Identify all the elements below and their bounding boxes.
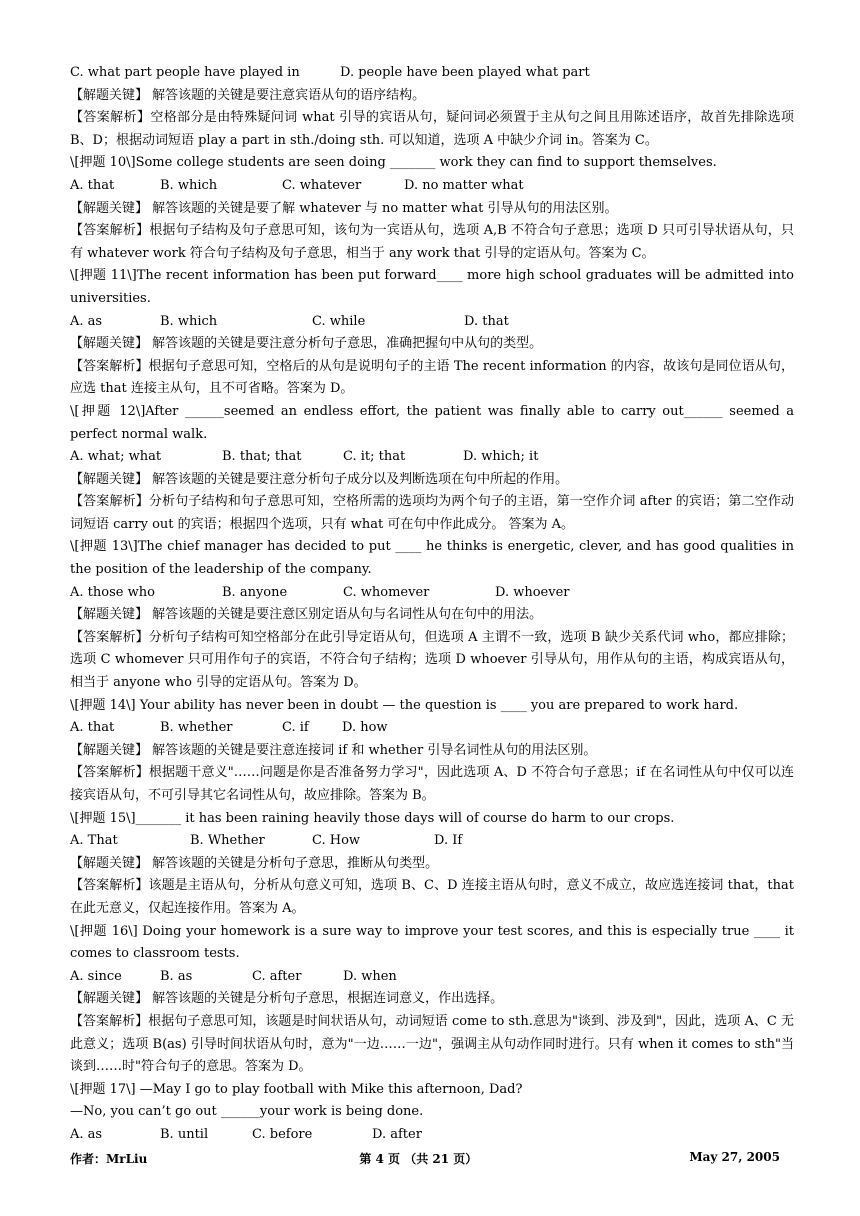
- paragraph: \[押题 11\]The recent information has been put forward____ more high school graduates will be admitted into universities.: [70, 268, 794, 306]
- answer-option: B. anyone: [222, 584, 288, 600]
- answer-option: D. If: [434, 833, 463, 849]
- answer-option: C. before: [252, 1126, 313, 1142]
- answer-option: C. it; that: [343, 449, 406, 465]
- answer-option: D. after: [372, 1126, 422, 1142]
- answer-option: A. since: [70, 968, 122, 984]
- answer-option: D. when: [343, 968, 397, 984]
- document-body: [70, 62, 794, 1147]
- answer-option: B. whether: [160, 720, 233, 736]
- answer-option: B. which: [160, 177, 218, 193]
- footer-date: May 27, 2005: [689, 1150, 780, 1164]
- paragraph: \[押题 13\]The chief manager has decided to put ____ he thinks is energetic, clever, and has good qualities in the position of the leadership of the company.: [70, 539, 794, 578]
- text-line: —No, you can’t go out ______your work is being done.: [70, 1104, 424, 1120]
- answer-options: [70, 582, 794, 605]
- answer-option: C. while: [312, 313, 366, 329]
- text-line: 【解题关键】 解答该题的关键是分析句子意思，根据连词意义，作出选择。: [70, 991, 504, 1007]
- answer-option: D. which; it: [463, 449, 539, 465]
- answer-option: D. whoever: [495, 584, 570, 600]
- paragraph: 【答案解析】根据句子结构及句子意思可知，该句为一宾语从句，选项 A,B 不符合句子意思；选项 D 只可引导状语从句，只有 whatever work 符合句子结构及句子意思，相当于 any work that 引导的定语从句。答案为 C。: [70, 223, 794, 261]
- answer-option: C. How: [312, 833, 361, 849]
- paragraph: 【答案解析】根据题干意义"……问题是你是否准备努力学习"，因此选项 A、D 不符合句子意思；if 在名词性从句中仅可以连接宾语从句，不可引导其它名词性从句，故应排除。答案为 B。: [70, 765, 794, 803]
- text-line: \[押题 10\]Some college students are seen doing _______ work they can find to support themselves.: [70, 155, 717, 171]
- answer-option: C. whomever: [343, 584, 430, 600]
- text-line: 【解题关键】 解答该题的关键是要注意连接词 if 和 whether 引导名词性从句的用法区别。: [70, 742, 597, 758]
- text-line: 【解题关键】 解答该题的关键是要了解 whatever 与 no matter what 引导从句的用法区别。: [70, 200, 618, 216]
- answer-option: D. no matter what: [404, 177, 524, 193]
- paragraph: 【答案解析】分析句子结构可知空格部分在此引导定语从句，但选项 A 主谓不一致，选项 B 缺少关系代词 who，都应排除；选项 C whomever 只可用作句子的宾语，不符合句子结构；选项 D whoever 引导从句，用作从句的主语，构成宾语从句，相当于 anyone who 引导的定语从句。答案为 D。: [70, 629, 794, 691]
- answer-options: [70, 175, 794, 198]
- paragraph: \[押题 12\]After ______seemed an endless effort, the patient was finally able to carry out______ seemed a perfect normal walk.: [70, 403, 794, 442]
- text-line: 【解题关键】 解答该题的关键是要注意宾语从句的语序结构。: [70, 87, 426, 103]
- answer-option: C. whatever: [282, 177, 362, 193]
- answer-option: A. as: [70, 313, 103, 329]
- answer-options: [70, 311, 794, 334]
- text-line: 【解题关键】 解答该题的关键是要注意分析句子意思，准确把握句中从句的类型。: [70, 336, 543, 352]
- answer-option: C. after: [252, 968, 302, 984]
- paragraph: 【答案解析】该题是主语从句，分析从句意义可知，选项 B、C、D 连接主语从句时，意义不成立，故应选连接词 that，that 在此无意义，仅起连接作用。答案为 A。: [70, 878, 794, 916]
- answer-option: C. what part people have played in: [70, 65, 300, 80]
- answer-options: [70, 830, 794, 853]
- text-line: \[押题 14\] Your ability has never been in doubt — the question is ____ you are prepared to work hard.: [70, 697, 739, 713]
- answer-option: A. That: [70, 833, 118, 849]
- footer-author: 作者：MrLiu: [70, 1152, 148, 1166]
- answer-option: A. what; what: [70, 449, 162, 465]
- text-line: 【解题关键】 解答该题的关键是要注意区别定语从句与名词性从句在句中的用法。: [70, 607, 543, 623]
- answer-options: [70, 446, 794, 469]
- answer-option: B. until: [160, 1126, 209, 1142]
- answer-option: B. Whether: [190, 833, 265, 849]
- paragraph: 【答案解析】空格部分是由特殊疑问词 what 引导的宾语从句，疑问词必须置于主从句之间且用陈述语序，故首先排除选项 B、D；根据动词短语 play a part in sth./doing sth. 可以知道，选项 A 中缺少介词 in。答案为 C。: [70, 110, 794, 148]
- answer-option: B. that; that: [222, 449, 302, 465]
- answer-option: A. as: [70, 1126, 103, 1142]
- answer-options: [70, 62, 794, 85]
- answer-option: D. people have been played what part: [340, 65, 590, 80]
- answer-option: A. that: [70, 720, 115, 736]
- paragraph: \[押题 16\] Doing your homework is a sure way to improve your test scores, and this is especially true ____ it comes to classroom tests.: [70, 923, 794, 962]
- text-line: 【解题关键】 解答该题的关键是分析句子意思，推断从句类型。: [70, 855, 439, 871]
- answer-options: [70, 1124, 794, 1147]
- paragraph: 【答案解析】分析句子结构和句子意思可知，空格所需的选项均为两个句子的主语，第一空作介词 after 的宾语；第二空作动词短语 carry out 的宾语；根据四个选项，只有 what 可在句中作此成分。 答案为 A。: [70, 494, 794, 532]
- answer-option: B. which: [160, 313, 218, 329]
- paragraph: 【答案解析】根据句子意思可知，该题是时间状语从句，动词短语 come to sth.意思为"谈到、涉及到"，因此，选项 A、C 无此意义；选项 B(as) 引导时间状语从句时，意为"一边……一边"，强调主从句动作同时进行。只有 when it comes to sth"当谈到……时"符合句子的意思。答案为 D。: [70, 1013, 794, 1075]
- page-footer: [70, 1150, 780, 1167]
- answer-options: [70, 717, 794, 740]
- text-line: \[押题 15\]_______ it has been raining heavily those days will of course do harm to our crops.: [70, 810, 675, 826]
- answer-option: A. those who: [70, 584, 155, 600]
- answer-option: A. that: [70, 177, 115, 193]
- paragraph: 【答案解析】根据句子意思可知，空格后的从句是说明句子的主语 The recent information 的内容，故该句是同位语从句，应选 that 连接主从句，且不可省略。答案为 D。: [70, 358, 794, 397]
- text-line: \[押题 17\] —May I go to play football with Mike this afternoon, Dad?: [70, 1081, 523, 1097]
- answer-option: D. how: [342, 720, 388, 736]
- answer-option: C. if: [282, 720, 309, 736]
- footer-page-number: 第 4 页 （共 21 页）: [359, 1152, 478, 1166]
- text-line: 【解题关键】 解答该题的关键是要注意分析句子成分以及判断选项在句中所起的作用。: [70, 471, 569, 487]
- answer-options: [70, 966, 794, 989]
- answer-option: D. that: [464, 313, 509, 329]
- answer-option: B. as: [160, 968, 193, 984]
